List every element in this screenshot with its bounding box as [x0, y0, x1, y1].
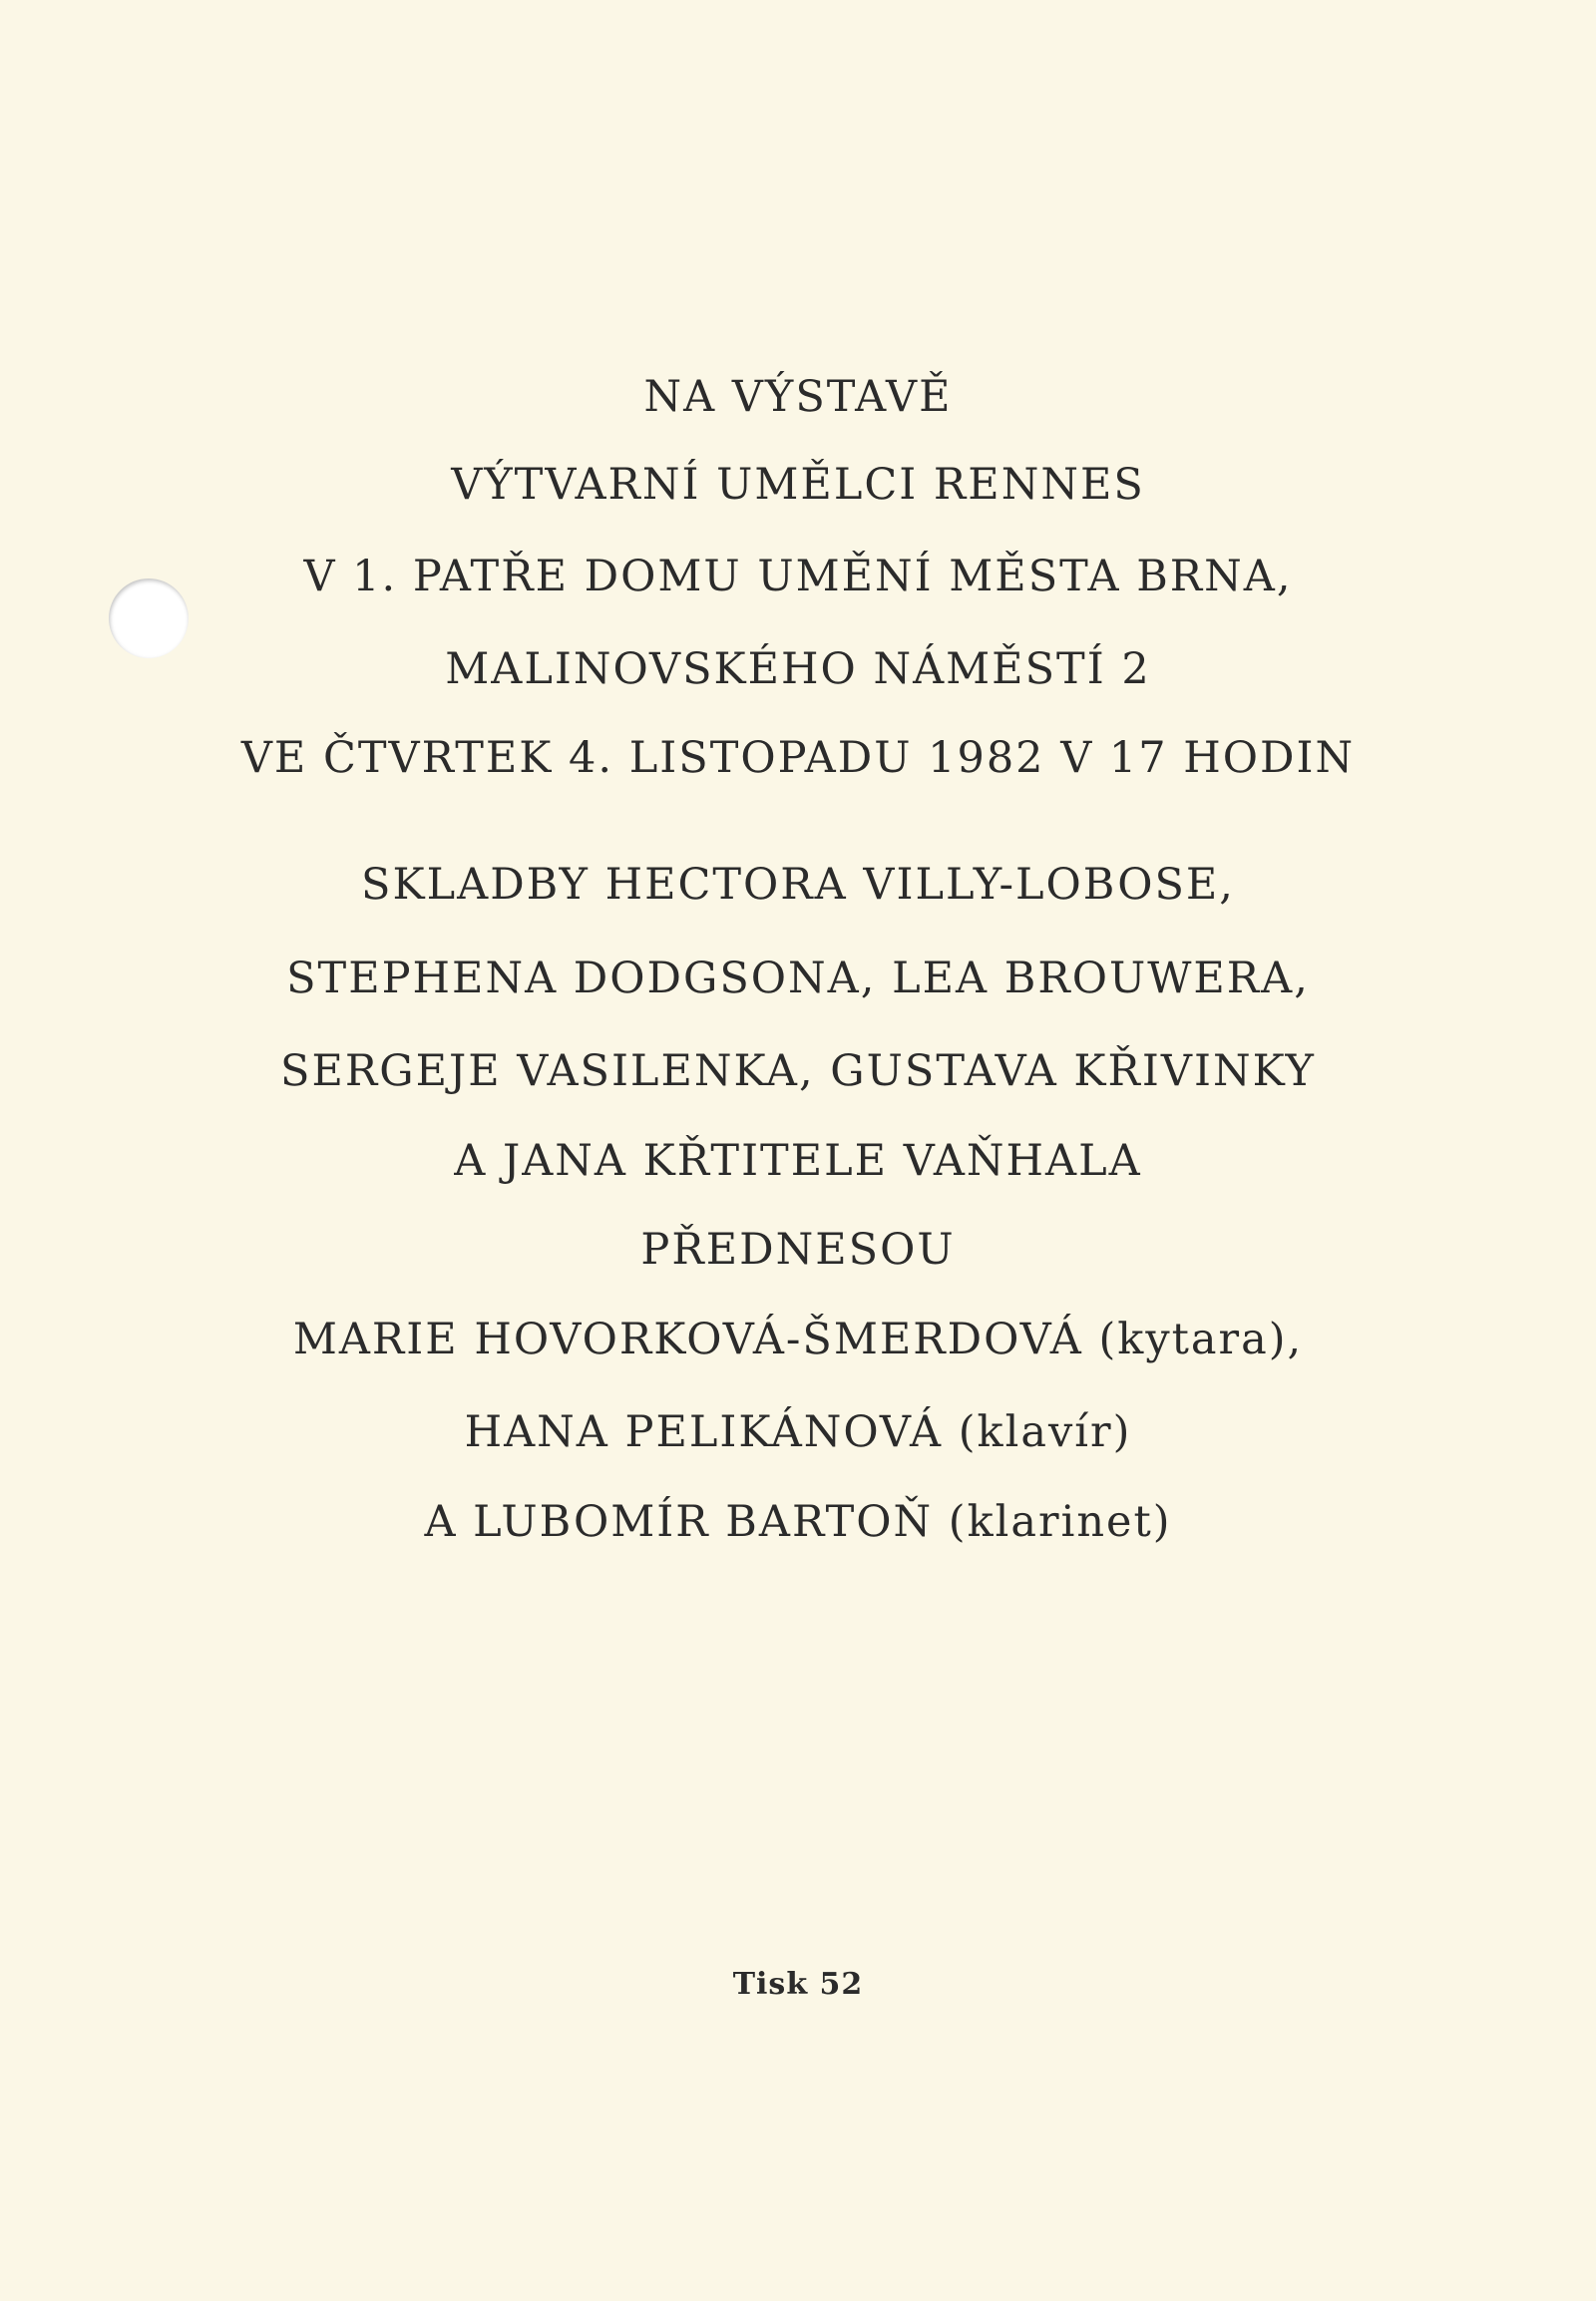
program-line-4: A JANA KŘTITELE VAŇHALA: [454, 1136, 1142, 1186]
header-line-4: MALINOVSKÉHO NÁMĚSTÍ 2: [445, 644, 1151, 694]
program-line-5: PŘEDNESOU: [640, 1225, 956, 1275]
header-line-2: VÝTVARNÍ UMĚLCI RENNES: [451, 460, 1145, 510]
program-line-1: SKLADBY HECTORA VILLY-LOBOSE,: [361, 860, 1235, 910]
header-line-3: V 1. PATŘE DOMU UMĚNÍ MĚSTA BRNA,: [303, 552, 1293, 601]
program-line-3: SERGEJE VASILENKA, GUSTAVA KŘIVINKY: [280, 1046, 1316, 1096]
header-line-5: VE ČTVRTEK 4. LISTOPADU 1982 V 17 HODIN: [240, 733, 1356, 783]
program-line-6: MARIE HOVORKOVÁ-ŠMERDOVÁ (kytara),: [292, 1315, 1304, 1364]
header-line-1: NA VÝSTAVĚ: [643, 372, 953, 422]
print-number: Tisk 52: [732, 1967, 864, 2002]
program-line-2: STEPHENA DODGSONA, LEA BROUWERA,: [286, 954, 1310, 1003]
program-line-7: HANA PELIKÁNOVÁ (klavír): [464, 1407, 1132, 1457]
program-line-8: A LUBOMÍR BARTOŇ (klarinet): [424, 1497, 1172, 1547]
